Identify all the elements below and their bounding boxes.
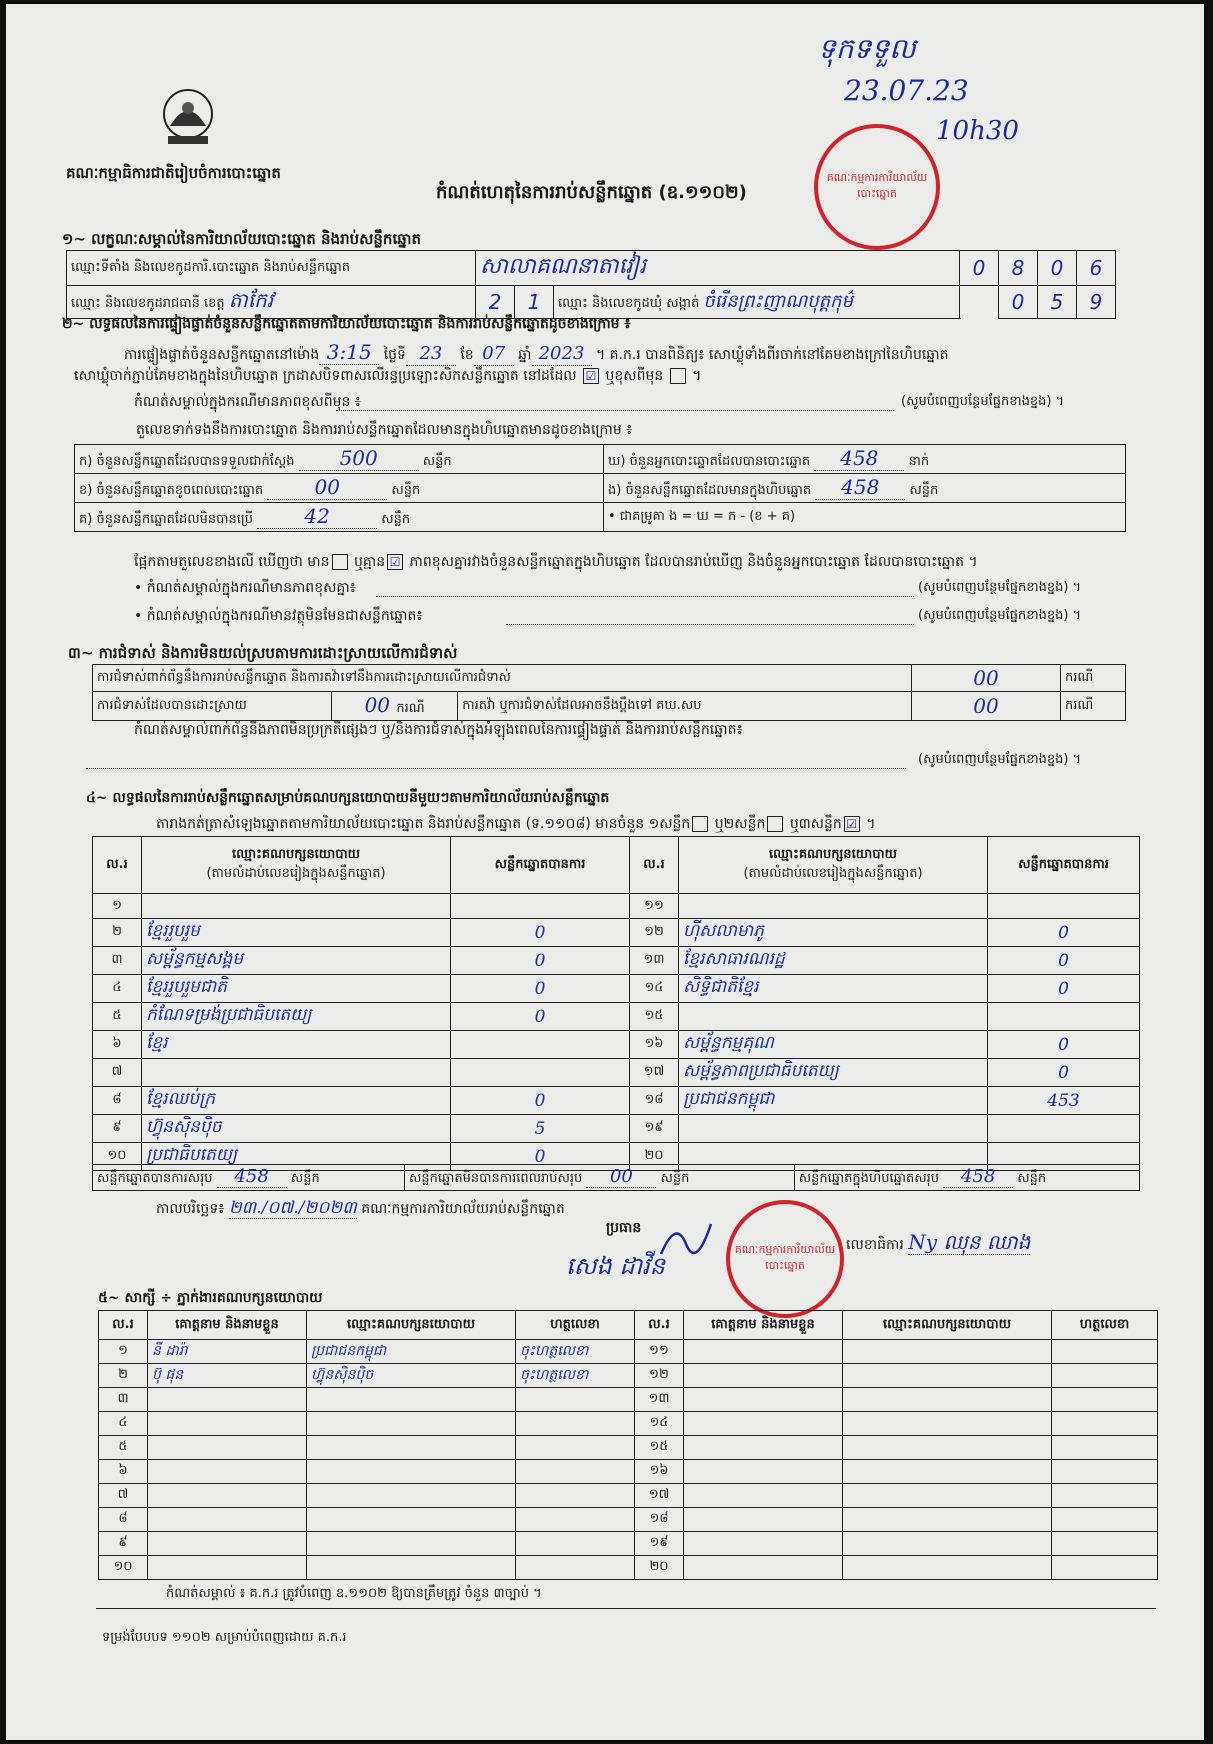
witness-signature	[516, 1412, 635, 1436]
party-number: ២	[93, 919, 142, 947]
resolved-value: 00 ករណី	[332, 692, 458, 721]
witness-number: ២០	[635, 1556, 684, 1580]
appeal-label: ការតវ៉ា ឬការជំទាស់ដែលអាចនឹងប្តឹងទៅ គឃ.សប	[458, 692, 912, 721]
witness-signature	[1052, 1484, 1158, 1508]
witness-party	[843, 1532, 1052, 1556]
witness-name	[148, 1532, 307, 1556]
formula: • ជាគម្រូគា ង = ឃ = ក - (ខ + គ)	[604, 503, 1126, 532]
party-number: ២០	[630, 1143, 679, 1171]
party-number: ៣	[93, 947, 142, 975]
result-row	[93, 1003, 1140, 1031]
witness-row	[99, 1436, 1158, 1460]
witness-party	[307, 1436, 516, 1460]
witness-number: ២	[99, 1364, 148, 1388]
section1-table	[66, 250, 1116, 319]
result-row	[93, 947, 1140, 975]
party-name: ខ្មែររួបរួមជាតិ	[142, 975, 451, 1003]
witness-number: ១៣	[635, 1388, 684, 1412]
witness-party	[307, 1484, 516, 1508]
chair-signature	[656, 1214, 716, 1264]
witness-signature	[516, 1508, 635, 1532]
party-votes: 0	[451, 919, 630, 947]
form-note: ទម្រង់បែបបទ ១១០២ សម្រាប់បំពេញដោយ គ.ក.រ	[102, 1630, 347, 1645]
witness-row	[99, 1532, 1158, 1556]
witness-number: ១	[99, 1340, 148, 1364]
party-name: ហ៊្វុនស៊ិនប៉ិច	[142, 1115, 451, 1143]
witness-number: ១០	[99, 1556, 148, 1580]
location-label: ឈ្មោះទីតាំង និងលេខកូដការិ.បោះឆ្នោត និងរាប់សន្លឹកឆ្នោត	[67, 251, 476, 286]
witness-name	[684, 1436, 843, 1460]
three-sheet-checkbox[interactable]: ☑	[844, 816, 860, 832]
party-votes	[451, 1059, 630, 1087]
date-line: កាលបរិច្ឆេទ៖ ២៣./០៧./២០២៣ គណៈកម្មការការិយាល័យរាប់សន្លឹកឆ្នោត	[156, 1198, 565, 1218]
witness-party	[843, 1508, 1052, 1532]
witness-party	[307, 1460, 516, 1484]
witness-row	[99, 1388, 1158, 1412]
verify-year: 2023	[532, 343, 592, 366]
party-votes	[988, 1115, 1140, 1143]
chair-name: សេង ដាវីន	[566, 1252, 666, 1280]
witness-signature	[1052, 1340, 1158, 1364]
counts-row: ខ) ចំនួនសន្លឹកឆ្នោតខូចពេលបោះឆ្នោត 00 សន្លឹក ង) ចំនួនសន្លឹកឆ្នោតដែលមានក្នុងហិបឆ្នោត 458 សន្លឹក	[75, 474, 1126, 503]
appeal-value: 00	[912, 692, 1061, 721]
party-number: ៨	[93, 1087, 142, 1115]
witness-party	[307, 1532, 516, 1556]
box-total: 458	[943, 1166, 1013, 1188]
party-number: ៩	[93, 1115, 142, 1143]
fill-back-note: (សូមបំពេញបន្ថែមផ្នែកខាងខ្នង) ។	[918, 580, 1082, 595]
table-intro: តួលេខទាក់ទងនឹងការបោះឆ្នោត និងការរាប់សន្លឹកឆ្នោតដែលមានក្នុងហិបឆ្នោតមានដូចខាងក្រោម ៖	[136, 422, 633, 438]
witness-signature	[1052, 1436, 1158, 1460]
witness-party	[307, 1508, 516, 1532]
complaints-table: ការជំទាស់ពាក់ព័ន្ធនឹងការរាប់សន្លឹកឆ្នោត និងការតវ៉ាទៅនឹងការដោះស្រាយលើការជំទាស់ 00 ករណី ការជំទាស់ដែលបានដោះស្រាយ 00 ករណី ការតវ៉ា ឬការជំទាស់ដែលអាចនឹងប្តឹងទៅ គឃ.សប 00 ករណី	[92, 664, 1126, 721]
witness-party	[843, 1340, 1052, 1364]
witness-name	[148, 1556, 307, 1580]
hw-received-note: ទុកទទួល	[818, 32, 916, 65]
party-name: សម្ព័ន្ធភាពប្រជាធិបតេយ្យ	[679, 1059, 988, 1087]
witness-row	[99, 1484, 1158, 1508]
witness-name: នី ដារ៉ា	[148, 1340, 307, 1364]
party-name	[142, 894, 451, 919]
complaints-label: ការជំទាស់ពាក់ព័ន្ធនឹងការរាប់សន្លឹកឆ្នោត និងការតវ៉ាទៅនឹងការដោះស្រាយលើការជំទាស់	[93, 665, 912, 692]
results-table: ល.រ ឈ្មោះគណបក្សនយោបាយ (តាមលំដាប់លេខរៀងក្នុងសន្លឹកឆ្នោត) សន្លឹកឆ្នោតបានការ ល.រ ឈ្មោះគណបក្សនយោបាយ (តាមលំដាប់លេខរៀងក្នុងសន្លឹកឆ្នោត) សន្លឹកឆ្នោតបានការ ១ ១១ ២ ខ្មែររួបរួម 0 ១២ ហ៊ីសលាមាភូ 0 ៣ សម្ព័ន្ធកម្មសង្គម 0 ១៣ ខ្មែរសាធារណរដ្ឋ 0 ៤ ខ្មែររួបរួមជាតិ 0 ១៤ សិទ្ធិជាតិខ្មែរ 0 ៥ កំណែទម្រង់ប្រជាធិបតេយ្យ 0 ១៥ ៦ ខ្មែរ ១៦ សម្ព័ន្ធកម្មគុណ 0 ៧ ១៧ សម្ព័ន្ធភាពប្រជាធិបតេយ្យ 0 ៨ ខ្មែរឈប់ក្រ 0 ១៨ ប្រជាជនកម្ពុជា 453 ៩ ហ៊្វុនស៊ិនប៉ិច 5 ១៩ ១០ ប្រជាធិបតេយ្យ 0 ២០	[92, 836, 1140, 1171]
party-votes: 0	[988, 1059, 1140, 1087]
witness-party	[307, 1388, 516, 1412]
result-row	[93, 1115, 1140, 1143]
witness-name	[684, 1484, 843, 1508]
witness-signature: ចុះហត្ថលេខា	[516, 1364, 635, 1388]
secretary-label: លេខាធិការ Ny ឈុន ឈាង	[846, 1230, 1031, 1254]
witness-party	[843, 1556, 1052, 1580]
note-different: កំណត់សម្គាល់ក្នុងករណីមានភាពខុសពីមុន ៖	[134, 394, 361, 410]
result-row	[93, 894, 1140, 919]
invalid-total: 00	[586, 1166, 656, 1188]
official-seal-bottom: គណៈកម្មការការិយាល័យបោះឆ្នោត	[726, 1200, 844, 1318]
complaints-value: 00	[912, 665, 1061, 692]
witness-number: ១៥	[635, 1436, 684, 1460]
location-code-digit: 8	[999, 251, 1038, 286]
witness-party	[843, 1388, 1052, 1412]
party-votes: 0	[988, 1031, 1140, 1059]
party-votes: 0	[451, 947, 630, 975]
party-number: ១៤	[630, 975, 679, 1003]
date-value: ២៣./០៧./២០២៣	[228, 1198, 357, 1218]
witness-signature	[516, 1388, 635, 1412]
witness-row	[99, 1412, 1158, 1436]
witness-party	[307, 1412, 516, 1436]
witness-row	[99, 1364, 1158, 1388]
totals-row: សន្លឹកឆ្នោតបានការសរុប 458 សន្លឹក សន្លឹកឆ្នោតមិនបានការពេលរាប់សរុប 00 សន្លឹក សន្លឹកឆ្នោតក្នុងហិបឆ្នោតសរុប 458 សន្លឹក	[92, 1164, 1140, 1191]
witness-number: ៥	[99, 1436, 148, 1460]
witness-signature	[1052, 1460, 1158, 1484]
section5-title: ៥~ សាក្សី ÷ ភ្នាក់ងារគណបក្សនយោបាយ	[98, 1290, 323, 1306]
counts-row: ក) ចំនួនសន្លឹកឆ្នោតដែលបានទទួលជាក់ស្តែង 500 សន្លឹក ឃ) ចំនួនអ្នកបោះឆ្នោតដែលបានបោះឆ្នោត 458 នាក់	[75, 445, 1126, 474]
party-name: សម្ព័ន្ធកម្មគុណ	[679, 1031, 988, 1059]
chair-label: ប្រធាន	[606, 1220, 642, 1236]
result-row	[93, 1059, 1140, 1087]
party-number: ១៥	[630, 1003, 679, 1031]
one-sheet-checkbox[interactable]	[692, 816, 708, 832]
witness-name	[148, 1460, 307, 1484]
location-code-digit: 0	[1038, 251, 1077, 286]
province-label: ឈ្មោះ និងលេខកូដរាជធានី ខេត្ត តាកែវ	[67, 286, 476, 319]
party-name: កំណែទម្រង់ប្រជាធិបតេយ្យ	[142, 1003, 451, 1031]
count-value: 00	[267, 475, 387, 500]
counts-row: គ) ចំនួនសន្លឹកឆ្នោតដែលមិនបានប្រើ 42 សន្លឹក • ជាគម្រូគា ង = ឃ = ក - (ខ + គ)	[75, 503, 1126, 532]
province-value: តាកែវ	[228, 288, 274, 312]
count-value: 458	[815, 475, 905, 500]
count-value: 500	[299, 446, 419, 471]
witness-signature	[1052, 1364, 1158, 1388]
witness-number: ១៩	[635, 1532, 684, 1556]
witness-signature	[1052, 1412, 1158, 1436]
result-row	[93, 1087, 1140, 1115]
party-name: ខ្មែរឈប់ក្រ	[142, 1087, 451, 1115]
party-number: ១១	[630, 894, 679, 919]
witness-name	[684, 1508, 843, 1532]
witness-number: ៧	[99, 1484, 148, 1508]
witness-signature	[516, 1436, 635, 1460]
party-name: ប្រជាធិបតេយ្យ	[142, 1143, 451, 1171]
irregularities-note: កំណត់សម្គាល់ពាក់ព័ន្ធនឹងភាពមិនប្រក្រតីផ្សេងៗ ឬ/និងការជំទាស់ក្នុងអំឡុងពេលនៃការផ្ទៀងផ្ទាត់ និងការរាប់សន្លឹកឆ្នោត៖	[134, 722, 743, 738]
commune-label: ឈ្មោះ និងលេខកូដឃុំ សង្កាត់ ចំរើនព្រះញាណបុត្តកុម៌	[554, 286, 960, 319]
result-row	[93, 919, 1140, 947]
party-votes: 0	[988, 947, 1140, 975]
hw-received-time: 10h30	[936, 116, 1019, 146]
party-name: ខ្មែររួបរួម	[142, 919, 451, 947]
party-number: ៥	[93, 1003, 142, 1031]
witness-party	[307, 1556, 516, 1580]
witness-name	[148, 1388, 307, 1412]
witness-number: ៣	[99, 1388, 148, 1412]
result-row	[93, 1031, 1140, 1059]
witness-signature: ចុះហត្ថលេខា	[516, 1340, 635, 1364]
location-code-digit: 6	[1077, 251, 1116, 286]
party-name: សម្ព័ន្ធកម្មសង្គម	[142, 947, 451, 975]
secretary-name: Ny ឈុន ឈាង	[908, 1230, 1031, 1254]
section3-title: ៣~ ការជំទាស់ និងការមិនយល់ស្របតាមការដោះស្រាយលើការជំទាស់	[68, 644, 458, 662]
party-name: សិទ្ធិជាតិខ្មែរ	[679, 975, 988, 1003]
party-votes: 0	[988, 919, 1140, 947]
party-name: ហ៊ីសលាមាភូ	[679, 919, 988, 947]
verify-line-2: សោឃ្លុំចាក់ភ្ជាប់គែមខាងក្នុងនៃហិបឆ្នោត ក្រដាសបិទពាសលើរន្ធប្រឡោះសិកសន្លឹកឆ្នោត នៅដដែល ☑ ឬខុសពីមុន ។	[74, 368, 702, 384]
witness-number: ១៨	[635, 1508, 684, 1532]
committee-name: គណៈកម្មាធិការជាតិរៀបចំការបោះឆ្នោត	[66, 164, 281, 182]
province-code-digit: 2	[476, 286, 515, 319]
witness-signature	[516, 1556, 635, 1580]
witness-party	[843, 1484, 1052, 1508]
section2-title: ២~ លទ្ធផលនៃការផ្ទៀងផ្ទាត់ចំនួនសន្លឹកឆ្នោតតាមការិយាល័យបោះឆ្នោត និងការរាប់សន្លឹកឆ្នោតដូចខាងក្រោម ៖	[62, 316, 631, 332]
party-votes	[451, 894, 630, 919]
party-votes: 0	[451, 1087, 630, 1115]
party-votes: 0	[451, 1003, 630, 1031]
witness-row	[99, 1556, 1158, 1580]
witness-number: ៨	[99, 1508, 148, 1532]
party-name	[679, 1003, 988, 1031]
party-number: ១៨	[630, 1087, 679, 1115]
changed-checkbox[interactable]	[670, 368, 686, 384]
witness-number: ១៧	[635, 1484, 684, 1508]
verify-month: 07	[474, 343, 514, 366]
witness-signature	[516, 1460, 635, 1484]
party-number: ៧	[93, 1059, 142, 1087]
official-seal-top: គណៈកម្មការការិយាល័យបោះឆ្នោត	[814, 124, 940, 250]
witness-name	[148, 1436, 307, 1460]
form-title: កំណត់ហេតុនៃការរាប់សន្លឹកឆ្នោត (ឧ.១១០២)	[436, 182, 747, 203]
party-votes: 5	[451, 1115, 630, 1143]
hw-received-date: 23.07.23	[844, 74, 969, 107]
commune-code-digit: 5	[1038, 286, 1077, 319]
section4-intro: តារាងកត់ត្រាសំឡេងឆ្នោតតាមការិយាល័យបោះឆ្នោត និងរាប់សន្លឹកឆ្នោត (ទ.១១០៨) មានចំនួន ១សន្លឹក ឬ២សន្លឹក ឬ៣សន្លឹក ☑ ។	[156, 816, 876, 832]
party-votes: 0	[451, 975, 630, 1003]
party-number: ៤	[93, 975, 142, 1003]
witness-number: ១២	[635, 1364, 684, 1388]
fill-back-note: (សូមបំពេញបន្ថែមផ្នែកខាងខ្នង) ។	[918, 752, 1082, 767]
verify-time: 3:15	[319, 340, 379, 365]
section4-title: ៤~ លទ្ធផលនៃការរាប់សន្លឹកឆ្នោតសម្រាប់គណបក្សនយោបាយនីមួយៗតាមការិយាល័យរាប់សន្លឹកឆ្នោត	[86, 790, 610, 806]
witness-name	[684, 1364, 843, 1388]
party-number: ១	[93, 894, 142, 919]
province-code-digit: 1	[515, 286, 554, 319]
witness-signature	[1052, 1508, 1158, 1532]
commune-code-digit: 0	[999, 286, 1038, 319]
fill-back-note: (សូមបំពេញបន្ថែមផ្នែកខាងខ្នង) ។	[901, 394, 1065, 409]
witness-number: ១៦	[635, 1460, 684, 1484]
party-name	[142, 1059, 451, 1087]
witness-name	[684, 1412, 843, 1436]
party-votes	[451, 1031, 630, 1059]
party-number: ១៦	[630, 1031, 679, 1059]
witness-name	[684, 1556, 843, 1580]
resolved-label: ការជំទាស់ដែលបានដោះស្រាយ	[93, 692, 332, 721]
party-number: ១៩	[630, 1115, 679, 1143]
witness-number: ៤	[99, 1412, 148, 1436]
footnote: កំណត់សម្គាល់ ៖ គ.ក.រ ត្រូវបំពេញ ឧ.១១០២ ឱ្យបានត្រឹមត្រូវ ចំនួន ៣ច្បាប់ ។	[166, 1586, 542, 1601]
form-sheet	[6, 4, 1204, 1740]
party-number: ៦	[93, 1031, 142, 1059]
party-name: ប្រជាជនកម្ពុជា	[679, 1087, 988, 1115]
witness-row	[99, 1508, 1158, 1532]
witness-name	[148, 1412, 307, 1436]
witness-party	[843, 1436, 1052, 1460]
party-number: ១០	[93, 1143, 142, 1171]
verify-line-1: ការផ្ទៀងផ្ទាត់ចំនួនសន្លឹកឆ្នោតនៅម៉ោង 3:15 ថ្ងៃទី 23 ខែ 07 ឆ្នាំ 2023 ។ គ.ក.រ បានពិនិត្យ៖ សោឃ្លុំទាំងពីរចាក់នៅគែមខាងក្រៅនៃហិបឆ្នោត	[124, 340, 949, 364]
diff-no-checkbox[interactable]: ☑	[387, 554, 403, 570]
commune-code-digit: 9	[1077, 286, 1116, 319]
witness-table: ល.រ គោត្តនាម និងនាមខ្លួន ឈ្មោះគណបក្សនយោបាយ ហត្ថលេខា ល.រ គោត្តនាម និងនាមខ្លួន ឈ្មោះគណបក្សនយោបាយ ហត្ថលេខា ១ នី ដារ៉ា ប្រជាជនកម្ពុជា ចុះហត្ថលេខា ១១ ២ ប៊ុ ផុន ហ៊្វុនស៊ិនប៉ិច ចុះហត្ថលេខា ១២ ៣ ១៣ ៤ ១៤ ៥ ១៥ ៦ ១៦ ៧ ១៧ ៨ ១៨ ៩ ១៩ ១០ ២០	[98, 1310, 1158, 1580]
count-value: 458	[814, 446, 904, 471]
party-number: ១៧	[630, 1059, 679, 1087]
verify-day: 23	[406, 343, 456, 366]
nec-emblem-icon	[158, 86, 218, 148]
party-name	[679, 1115, 988, 1143]
witness-number: ១៤	[635, 1412, 684, 1436]
party-votes	[988, 894, 1140, 919]
party-number: ១៣	[630, 947, 679, 975]
commune-value: ចំរើនព្រះញាណបុត្តកុម៌	[703, 290, 853, 312]
witness-number: ៩	[99, 1532, 148, 1556]
witness-party	[843, 1460, 1052, 1484]
location-value: សាលាគណនាតាវៀរ	[476, 251, 960, 286]
party-votes: 0	[451, 1143, 630, 1171]
counts-table	[74, 444, 1126, 532]
party-votes	[988, 1003, 1140, 1031]
party-votes: 0	[988, 975, 1140, 1003]
valid-total: 458	[217, 1166, 287, 1188]
party-name	[679, 894, 988, 919]
party-number: ១២	[630, 919, 679, 947]
section1-title: ១~ លក្ខណៈសម្គាល់នៃការិយាល័យបោះឆ្នោត និងរាប់សន្លឹកឆ្នោត	[62, 230, 422, 248]
count-value: 42	[257, 504, 377, 529]
party-name: ខ្មែរសាធារណរដ្ឋ	[679, 947, 988, 975]
witness-name	[148, 1508, 307, 1532]
witness-name	[684, 1460, 843, 1484]
witness-name	[148, 1484, 307, 1508]
witness-signature	[516, 1484, 635, 1508]
party-name: ខ្មែរ	[142, 1031, 451, 1059]
witness-signature	[1052, 1388, 1158, 1412]
witness-row	[99, 1460, 1158, 1484]
bullet-difference: • កំណត់សម្គាល់ក្នុងករណីមានភាពខុសគ្នា៖	[134, 580, 356, 596]
party-votes: 453	[988, 1087, 1140, 1115]
witness-number: ៦	[99, 1460, 148, 1484]
witness-name	[684, 1340, 843, 1364]
location-code-digit: 0	[960, 251, 999, 286]
witness-signature	[1052, 1532, 1158, 1556]
witness-signature	[1052, 1556, 1158, 1580]
witness-name	[684, 1388, 843, 1412]
witness-party	[843, 1412, 1052, 1436]
witness-signature	[516, 1532, 635, 1556]
witness-party: ប្រជាជនកម្ពុជា	[307, 1340, 516, 1364]
diff-yes-checkbox[interactable]	[332, 554, 348, 570]
same-checkbox[interactable]: ☑	[583, 368, 599, 384]
difference-line: ផ្អែកតាមតួលេខខាងលើ ឃើញថា មាន ឬគ្មាន ☑ ភាពខុសគ្នារវាងចំនួនសន្លឹកឆ្នោតក្នុងហិបឆ្នោត ដែលបានរាប់ឃើញ និងចំនួនអ្នកបោះឆ្នោត ដែលបានបោះឆ្នោត ។	[134, 554, 978, 570]
witness-number: ១១	[635, 1340, 684, 1364]
two-sheet-checkbox[interactable]	[767, 816, 783, 832]
witness-name	[684, 1532, 843, 1556]
witness-row	[99, 1340, 1158, 1364]
result-row	[93, 975, 1140, 1003]
bullet-foreign-object: • កំណត់សម្គាល់ក្នុងករណីមានវត្ថុមិនមែនជាសន្លឹកឆ្នោត៖	[134, 608, 423, 624]
witness-party: ហ៊្វុនស៊ិនប៉ិច	[307, 1364, 516, 1388]
fill-back-note: (សូមបំពេញបន្ថែមផ្នែកខាងខ្នង) ។	[918, 608, 1082, 623]
witness-party	[843, 1364, 1052, 1388]
witness-name: ប៊ុ ផុន	[148, 1364, 307, 1388]
